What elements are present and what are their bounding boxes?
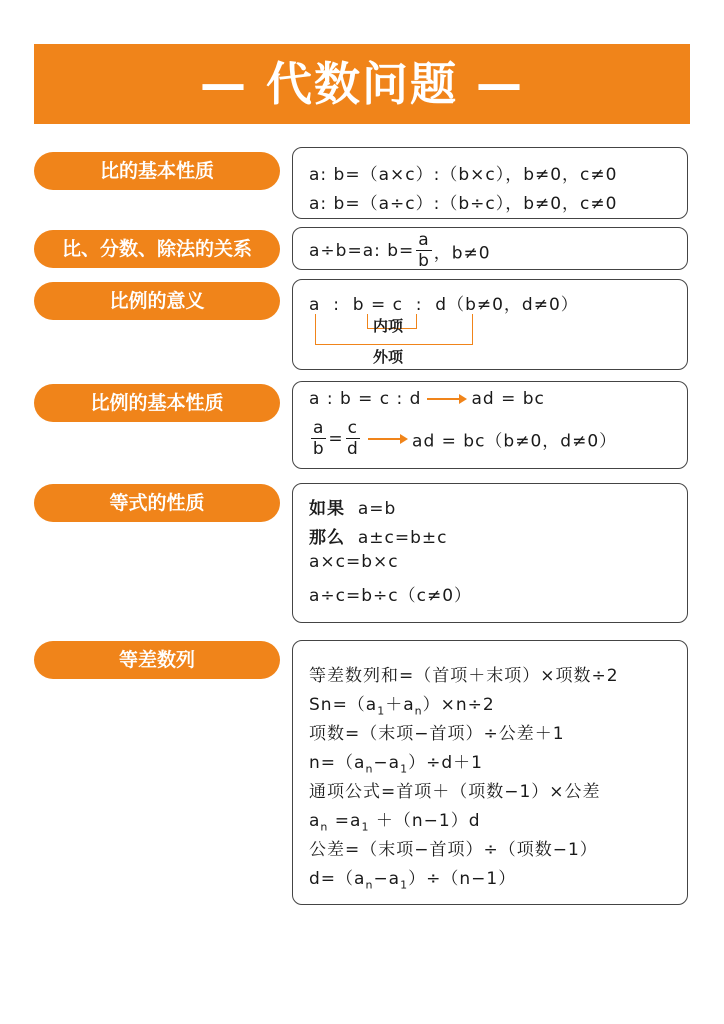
formula-line: 项数=（末项−首项）÷公差＋1 — [309, 724, 565, 744]
fraction — [416, 232, 431, 270]
box-ratio-properties — [292, 147, 688, 219]
outer-terms-label: 外项 — [373, 348, 404, 366]
box-arithmetic-sequence — [292, 640, 688, 905]
equals-sign: = — [328, 429, 344, 449]
label-arithmetic-sequence: 等差数列 — [34, 641, 280, 679]
formula-line: a : b = c : d（b≠0，d≠0） — [309, 295, 579, 315]
arrow-icon — [427, 398, 465, 400]
inner-terms-label: 内项 — [373, 317, 404, 335]
arrow-icon — [368, 438, 406, 440]
label-proportion-meaning: 比例的意义 — [34, 282, 280, 320]
formula-part: =a — [328, 811, 362, 831]
box-proportion-meaning — [292, 279, 688, 370]
formula-part: ＋a — [385, 695, 415, 715]
box-equation-properties — [292, 483, 688, 623]
subscript: n — [365, 878, 374, 892]
formula-line — [309, 690, 495, 717]
formula-line: 等差数列和=（首项＋末项）×项数÷2 — [309, 666, 619, 686]
formula-part: a — [309, 811, 321, 831]
label-equation-properties: 等式的性质 — [34, 484, 280, 522]
formula-right: ad = bc — [471, 389, 545, 409]
outer-bracket — [315, 314, 473, 345]
subscript: n — [320, 820, 329, 834]
formula-line — [309, 494, 396, 519]
label-ratio-properties: 比的基本性质 — [34, 152, 280, 190]
fraction-numerator: a — [313, 418, 325, 438]
formula-line — [309, 420, 617, 458]
fraction-numerator: c — [347, 418, 359, 438]
formula-line: a×c=b×c — [309, 552, 399, 572]
formula-value: a±c=b±c — [357, 528, 448, 548]
fraction-denominator: b — [312, 439, 325, 459]
keyword: 那么 — [309, 528, 345, 548]
subscript: 1 — [377, 704, 386, 718]
formula-line: 公差=（末项−首项）÷（项数−1） — [309, 840, 598, 860]
formula-line: 通项公式=首项＋（项数−1）×公差 — [309, 782, 601, 802]
formula-line: a÷c=b÷c（c≠0） — [309, 586, 473, 606]
keyword: 如果 — [309, 499, 345, 519]
formula-line: a: b=（a÷c）:（b÷c），b≠0，c≠0 — [309, 194, 618, 214]
fraction-numerator: a — [418, 230, 430, 250]
fraction — [346, 420, 360, 458]
subscript: n — [414, 704, 423, 718]
subscript: n — [365, 762, 374, 776]
label-proportion-properties: 比例的基本性质 — [34, 384, 280, 422]
formula-part: −a — [373, 753, 401, 773]
formula-line — [309, 389, 545, 409]
formula-part: ）÷（n−1） — [408, 869, 517, 889]
formula-part: Sn=（a — [309, 695, 378, 715]
box-ratio-relation — [292, 227, 688, 270]
subscript: 1 — [400, 762, 409, 776]
formula-part: ）÷d＋1 — [408, 753, 483, 773]
formula-part: n=（a — [309, 753, 366, 773]
title-banner — [34, 44, 690, 124]
subscript: 1 — [361, 820, 370, 834]
label-ratio-relation: 比、分数、除法的关系 — [34, 230, 280, 268]
formula-part: ）×n÷2 — [422, 695, 495, 715]
formula-line — [309, 523, 447, 548]
formula-line — [309, 232, 491, 270]
formula-right: ad = bc（b≠0，d≠0） — [412, 431, 618, 452]
formula-line: a: b=（a×c）:（b×c），b≠0，c≠0 — [309, 165, 618, 185]
formula-part: ＋（n−1）d — [369, 811, 481, 831]
fraction-denominator: d — [346, 439, 359, 459]
subscript: 1 — [400, 878, 409, 892]
formula-part: −a — [373, 869, 401, 889]
fraction-denominator: b — [418, 251, 430, 271]
formula-part: d=（a — [309, 869, 366, 889]
formula-value: a=b — [357, 499, 397, 519]
page-title: — 代数问题 — — [199, 57, 525, 111]
formula-line — [309, 864, 516, 891]
formula-prefix: a÷b=a: b= — [309, 241, 415, 261]
formula-line — [309, 748, 483, 775]
formula-left: a : b = c : d — [309, 389, 422, 409]
fraction — [311, 420, 326, 458]
formula-suffix: ，b≠0 — [433, 243, 491, 264]
formula-line — [309, 806, 481, 833]
box-proportion-properties — [292, 381, 688, 469]
